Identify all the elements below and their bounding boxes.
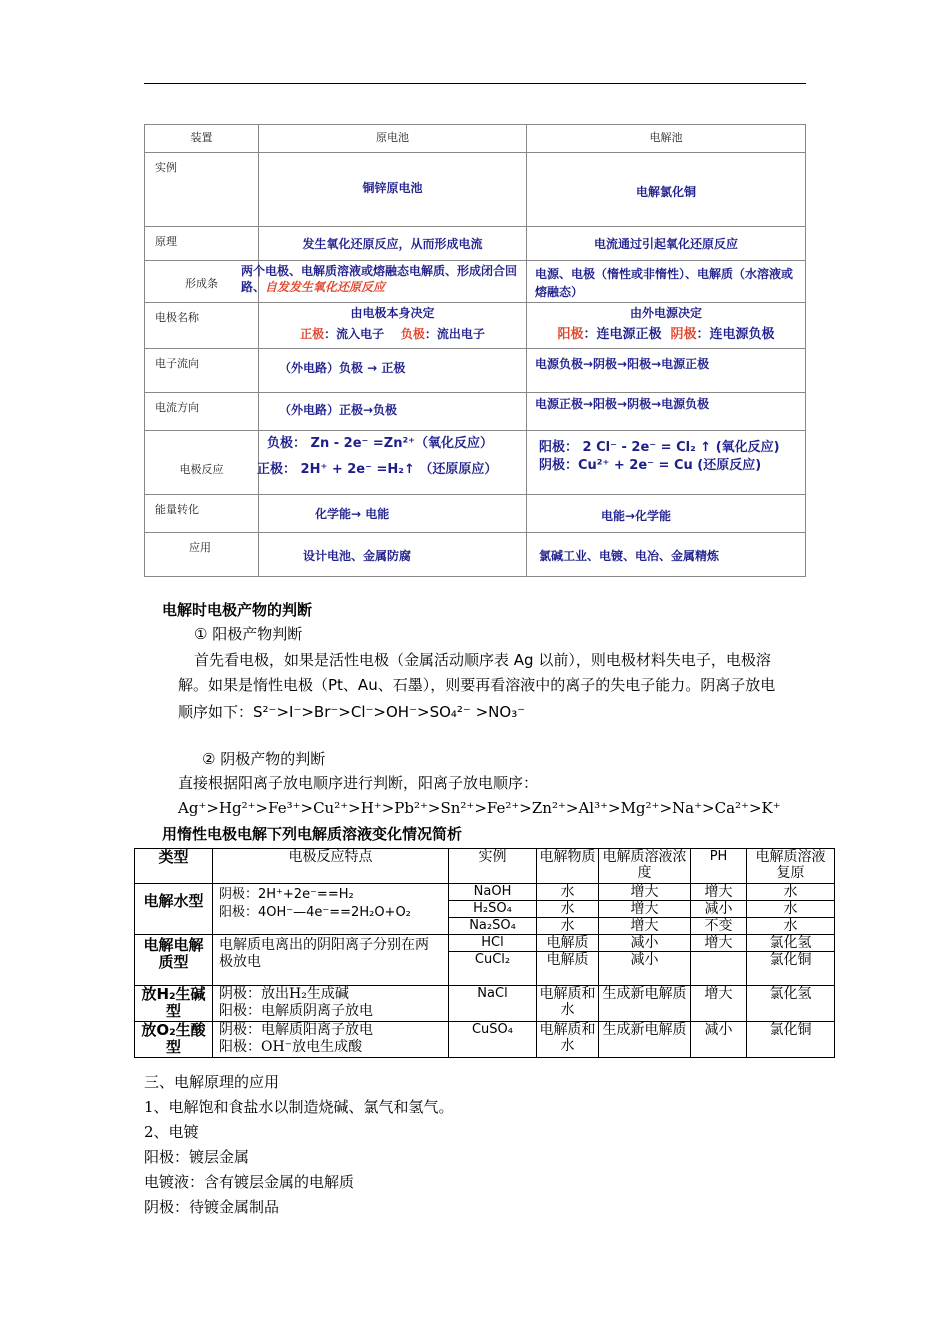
th-restore: 电解质溶液复原: [747, 849, 835, 884]
row-label-energy: 能量转化: [145, 495, 259, 533]
ph-cucl2: [691, 952, 747, 986]
o2-cathode: 阴极：电解质阳离子放电: [219, 1022, 373, 1038]
row-label-electron-flow: 电子流向: [145, 349, 259, 393]
galvanic-current: （外电路）正极→负极: [259, 393, 527, 431]
conc-naoh: 增大: [599, 884, 691, 901]
substance-nacl: 电解质和水: [537, 986, 599, 1022]
section3-line1: 1、电解饱和食盐水以制造烧碱、氯气和氢气。: [144, 1098, 454, 1116]
row-label-electrode-name: 电极名称: [145, 303, 259, 349]
electrolytic-anode-label: 阳极: [557, 327, 584, 342]
section1-p1-line3: 顺序如下：S²⁻>I⁻>Br⁻>Cl⁻>OH⁻>SO₄²⁻ >NO₃⁻: [178, 703, 526, 721]
restore-cuso4: 氯化铜: [747, 1022, 835, 1058]
galvanic-condition: 两个电极、电解质溶液或熔融态电解质、形成闭合回路、: [241, 264, 518, 294]
galvanic-principle: 发生氧化还原反应，从而形成电流: [259, 227, 527, 261]
type-water: 电解水型: [135, 884, 213, 935]
row-label-condition: 形成条: [145, 261, 259, 303]
galvanic-reaction-pos: 正极： 2H⁺ + 2e⁻ =H₂↑ （还原原应）: [257, 462, 498, 477]
electrolysis-table: [134, 848, 835, 1058]
example-naoh: NaOH: [449, 884, 537, 901]
galvanic-reaction-neg: 负极： Zn - 2e⁻ =Zn²⁺（氧化反应）: [267, 436, 494, 451]
row-label-reaction: 电极反应: [145, 431, 259, 495]
galvanic-electrode-rule: 由电极本身决定: [350, 306, 435, 320]
type-h2-base: 放H₂生碱型: [135, 986, 213, 1022]
water-cathode: 阴极：2H⁺+2e⁻==H₂: [219, 887, 354, 902]
h2-anode: 阳极：电解质阴离子放电: [219, 1003, 373, 1019]
galvanic-electron-flow: （外电路）负极 → 正极: [259, 349, 527, 393]
galvanic-pos-text: ：流入电子: [324, 327, 385, 341]
electrolytic-anode-text: ：连电源正极: [583, 327, 662, 342]
galvanic-pos-label: 正极: [300, 327, 325, 341]
example-hcl: HCl: [449, 935, 537, 952]
section3-line3: 阳极：镀层金属: [144, 1148, 250, 1166]
th-concentration: 电解质溶液浓度: [599, 849, 691, 884]
ph-naoh: 增大: [691, 884, 747, 901]
electrolytic-example: 电解氯化铜: [527, 153, 806, 227]
th-ph: PH: [691, 849, 747, 884]
conc-cuso4: 生成新电解质: [599, 1022, 691, 1058]
electrolytic-electron-flow: 电源负极→阴极→阳极→电源正极: [527, 349, 806, 393]
electrolytic-electrode-rule: 由外电源决定: [629, 306, 702, 320]
example-cucl2: CuCl₂: [449, 952, 537, 986]
type-electrolyte: 电解电解质型: [135, 935, 213, 986]
comparison-table: [144, 124, 806, 577]
conc-nacl: 生成新电解质: [599, 986, 691, 1022]
row-label-example: 实例: [145, 153, 259, 227]
section1-sub2: ② 阴极产物的判断: [202, 750, 326, 768]
restore-cucl2: 氯化铜: [747, 952, 835, 986]
electrolyte-feature: 电解质电离出的阴阳离子分别在两极放电: [213, 935, 449, 986]
section3-line2: 2、电镀: [144, 1123, 199, 1141]
electrolytic-cathode-label: 阴极: [670, 327, 697, 342]
section3-line5: 阴极：待镀金属制品: [144, 1198, 280, 1216]
header-device: 装置: [145, 125, 259, 153]
substance-cucl2: 电解质: [537, 952, 599, 986]
substance-cuso4: 电解质和水: [537, 1022, 599, 1058]
restore-naoh: 水: [747, 884, 835, 901]
example-h2so4: H₂SO₄: [449, 901, 537, 918]
header-galvanic: 原电池: [259, 125, 527, 153]
conc-cucl2: 减小: [599, 952, 691, 986]
cation-order: Ag⁺>Hg²⁺>Fe³⁺>Cu²⁺>H⁺>Pb²⁺>Sn²⁺>Fe²⁺>Zn²⁺>Al³⁺>Mg²⁺>Na⁺>Ca²⁺>K⁺: [178, 799, 781, 817]
row-label-application: 应用: [145, 533, 259, 577]
electrolytic-current: 电源正极→阳极→阴极→电源负极: [527, 393, 806, 431]
conc-h2so4: 增大: [599, 901, 691, 918]
electrolytic-cathode-text: ：连电源负极: [696, 327, 775, 342]
section1-p2-line1: 直接根据阳离子放电顺序进行判断，阳离子放电顺序：: [178, 774, 539, 792]
th-type: 类型: [135, 849, 213, 884]
section1-title: 电解时电极产物的判断: [162, 601, 313, 619]
header-electrolytic: 电解池: [527, 125, 806, 153]
electrolytic-principle: 电流通过引起氧化还原反应: [527, 227, 806, 261]
galvanic-application: 设计电池、金属防腐: [259, 533, 527, 577]
ph-h2so4: 减小: [691, 901, 747, 918]
restore-hcl: 氯化氢: [747, 935, 835, 952]
example-cuso4: CuSO₄: [449, 1022, 537, 1058]
galvanic-neg-text: ：流出电子: [424, 327, 485, 341]
galvanic-neg-label: 负极: [400, 327, 425, 341]
th-substance: 电解物质: [537, 849, 599, 884]
section1-p1-line1: 首先看电极，如果是活性电极（金属活动顺序表 Ag 以前），则电极材料失电子，电极溶: [194, 651, 771, 669]
restore-na2so4: 水: [747, 918, 835, 935]
water-anode: 阳极：4OH⁻—4e⁻==2H₂O+O₂: [219, 905, 411, 920]
example-na2so4: Na₂SO₄: [449, 918, 537, 935]
section3-title: 三、电解原理的应用: [144, 1073, 280, 1091]
ph-nacl: 增大: [691, 986, 747, 1022]
ph-cuso4: 减小: [691, 1022, 747, 1058]
section1-sub1: ① 阳极产物判断: [194, 625, 303, 643]
ph-hcl: 增大: [691, 935, 747, 952]
conc-na2so4: 增大: [599, 918, 691, 935]
substance-h2so4: 水: [537, 901, 599, 918]
galvanic-condition-note: 自发发生氧化还原反应: [265, 280, 386, 294]
galvanic-energy: 化学能→ 电能: [259, 495, 527, 533]
substance-na2so4: 水: [537, 918, 599, 935]
th-example: 实例: [449, 849, 537, 884]
row-label-current: 电流方向: [145, 393, 259, 431]
electrolytic-application: 氯碱工业、电镀、电冶、金属精炼: [527, 533, 806, 577]
electrolytic-reaction-anode: 阳极： 2 Cl⁻ - 2e⁻ = Cl₂ ↑ (氧化反应): [539, 440, 780, 455]
electrolytic-condition: 电源、电极（惰性或非惰性）、电解质（水溶液或熔融态）: [527, 261, 806, 303]
galvanic-example: 铜锌原电池: [259, 153, 527, 227]
type-o2-acid: 放O₂生酸型: [135, 1022, 213, 1058]
restore-h2so4: 水: [747, 901, 835, 918]
conc-hcl: 减小: [599, 935, 691, 952]
example-nacl: NaCl: [449, 986, 537, 1022]
section1-p1-line2: 解。如果是惰性电极（Pt、Au、石墨），则要再看溶液中的离子的失电子能力。阴离子放电: [178, 676, 776, 694]
restore-nacl: 氯化氢: [747, 986, 835, 1022]
th-feature: 电极反应特点: [213, 849, 449, 884]
section2-title: 用惰性电极电解下列电解质溶液变化情况简析: [162, 825, 463, 843]
substance-naoh: 水: [537, 884, 599, 901]
electrolytic-reaction-cathode: 阴极：Cu²⁺ + 2e⁻ = Cu (还原反应): [539, 458, 762, 473]
h2-cathode: 阴极：放出H₂生成碱: [219, 986, 349, 1002]
ph-na2so4: 不变: [691, 918, 747, 935]
electrolytic-energy: 电能→化学能: [527, 495, 806, 533]
o2-anode: 阳极：OH⁻放电生成酸: [219, 1039, 363, 1055]
substance-hcl: 电解质: [537, 935, 599, 952]
header-rule: [144, 83, 806, 84]
row-label-principle: 原理: [145, 227, 259, 261]
section3-line4: 电镀液：含有镀层金属的电解质: [144, 1173, 355, 1191]
